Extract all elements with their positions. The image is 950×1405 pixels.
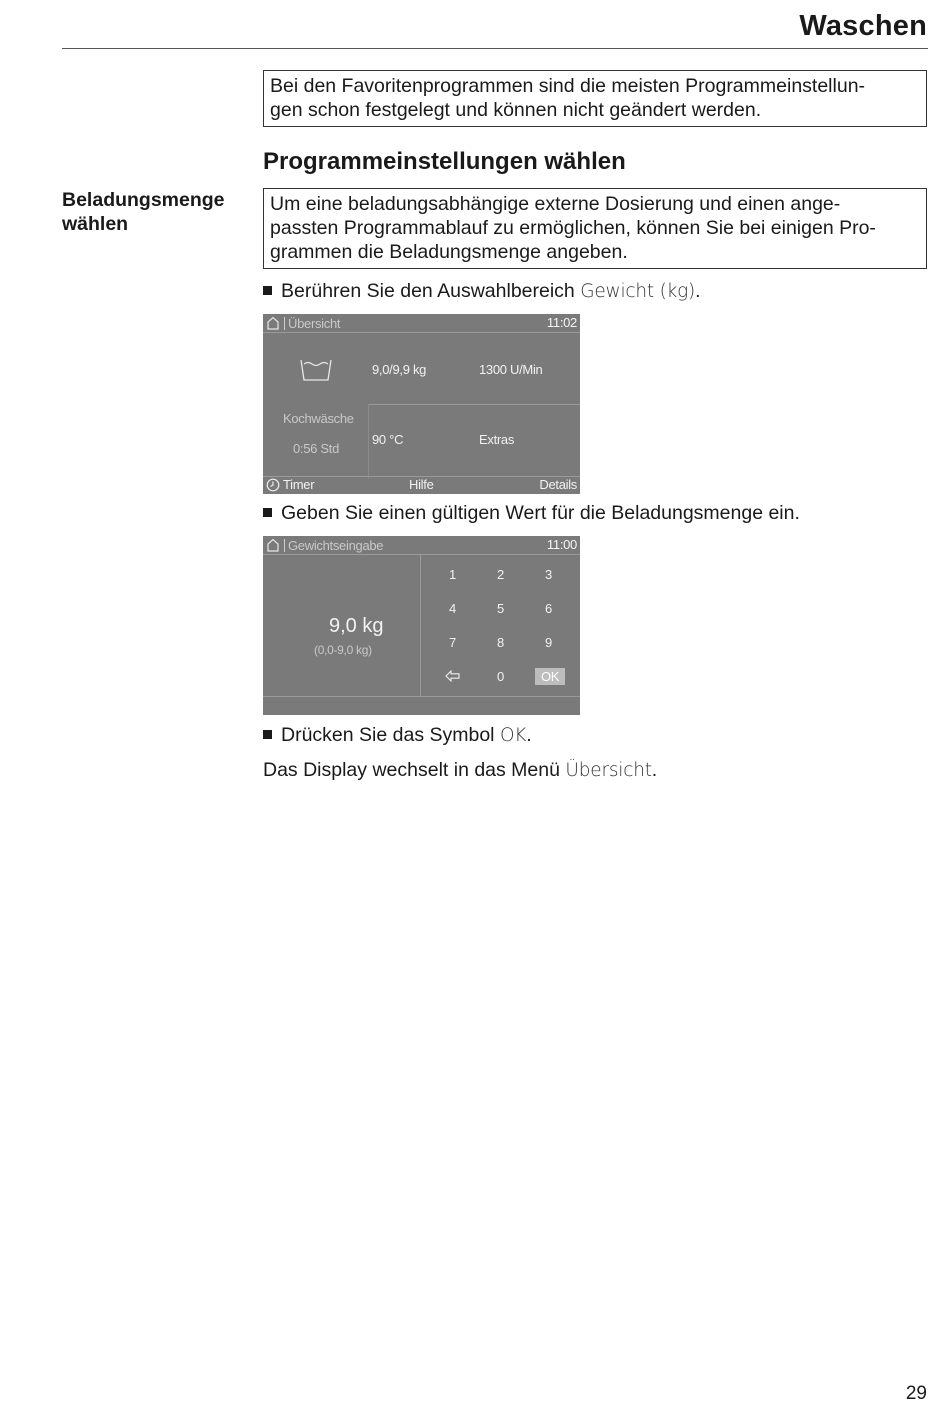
key-4[interactable]: 4	[449, 601, 456, 616]
key-0[interactable]: 0	[497, 669, 504, 684]
key-9[interactable]: 9	[545, 635, 552, 650]
home-icon[interactable]	[266, 316, 280, 330]
result-end: .	[651, 759, 658, 781]
step-3	[263, 724, 532, 747]
key-5[interactable]: 5	[497, 601, 504, 616]
note-line: Bei den Favoritenprogrammen sind die meisten Programmeinstellun-	[270, 75, 866, 97]
page-header-title: Waschen	[799, 10, 927, 42]
key-8[interactable]: 8	[497, 635, 504, 650]
grid-divider	[369, 404, 580, 405]
keypad-divider	[420, 555, 421, 696]
step-3-text: Drücken Sie das Symbol	[281, 724, 500, 746]
weight-value[interactable]: 9,0/9,9 kg	[372, 362, 427, 377]
step-2	[263, 502, 800, 525]
program-name: Kochwäsche	[283, 411, 354, 426]
extras-option[interactable]: Extras	[479, 432, 515, 447]
page-number: 29	[905, 1383, 927, 1404]
step-1-end: .	[695, 280, 701, 302]
display-overview-screen	[263, 314, 580, 494]
display-weight-entry-screen	[263, 536, 580, 715]
favorites-note-box	[263, 70, 927, 127]
bullet-icon	[263, 730, 272, 739]
screen-title: Übersicht	[288, 316, 341, 331]
title-separator	[284, 317, 285, 330]
ok-button[interactable]: OK	[535, 668, 565, 685]
spin-value[interactable]: 1300 U/Min	[479, 362, 543, 377]
column-divider	[368, 404, 369, 479]
step-1-text: Berühren Sie den Auswahlbereich	[281, 280, 581, 302]
bullet-icon	[263, 286, 272, 295]
clock-icon[interactable]	[266, 478, 280, 492]
step-1	[263, 280, 701, 303]
title-separator	[284, 539, 285, 552]
program-duration: 0:56 Std	[293, 441, 340, 456]
weight-input-value: 9,0 kg	[329, 615, 384, 637]
result-lead: Das Display wechselt in das Menü	[263, 759, 566, 781]
bottom-divider	[263, 696, 580, 697]
intro-box	[263, 188, 927, 269]
step-1-term: Gewicht (kg)	[580, 281, 696, 302]
backspace-arrow-icon[interactable]	[445, 670, 461, 682]
key-3[interactable]: 3	[545, 567, 552, 582]
bullet-icon	[263, 508, 272, 517]
screen-time: 11:02	[546, 315, 577, 330]
step-3-end: .	[526, 724, 532, 746]
section-heading: Programmeinstellungen wählen	[263, 148, 626, 175]
step-2-text: Geben Sie einen gültigen Wert für die Beladungsmenge ein.	[281, 502, 800, 524]
intro-line: grammen die Beladungsmenge angeben.	[270, 241, 628, 263]
key-2[interactable]: 2	[497, 567, 504, 582]
side-heading	[62, 188, 225, 236]
help-button[interactable]: Hilfe	[409, 477, 434, 492]
header-divider	[62, 48, 928, 49]
temperature-value[interactable]: 90 °C	[372, 432, 404, 447]
screen-top-bar	[263, 314, 580, 333]
result-text	[263, 759, 657, 782]
key-7[interactable]: 7	[449, 635, 456, 650]
wash-tub-icon	[299, 358, 333, 382]
step-3-term: OK	[499, 725, 527, 746]
timer-button[interactable]: Timer	[283, 477, 315, 492]
side-heading-line: Beladungsmenge	[62, 189, 225, 211]
note-line: gen schon festgelegt und können nicht geändert werden.	[270, 99, 762, 121]
screen-title: Gewichtseingabe	[288, 538, 384, 553]
intro-line: passten Programmablauf zu ermöglichen, können Sie bei einigen Pro-	[270, 217, 876, 239]
screen-time: 11:00	[546, 537, 577, 552]
weight-range: (0,0-9,0 kg)	[314, 643, 372, 657]
side-heading-line: wählen	[62, 213, 129, 235]
key-6[interactable]: 6	[545, 601, 552, 616]
intro-line: Um eine beladungsabhängige externe Dosierung und einen ange-	[270, 193, 841, 215]
screen-top-bar	[263, 536, 580, 555]
home-icon[interactable]	[266, 538, 280, 552]
details-button[interactable]: Details	[539, 477, 577, 492]
key-1[interactable]: 1	[449, 567, 456, 582]
result-term: Übersicht	[565, 760, 652, 781]
